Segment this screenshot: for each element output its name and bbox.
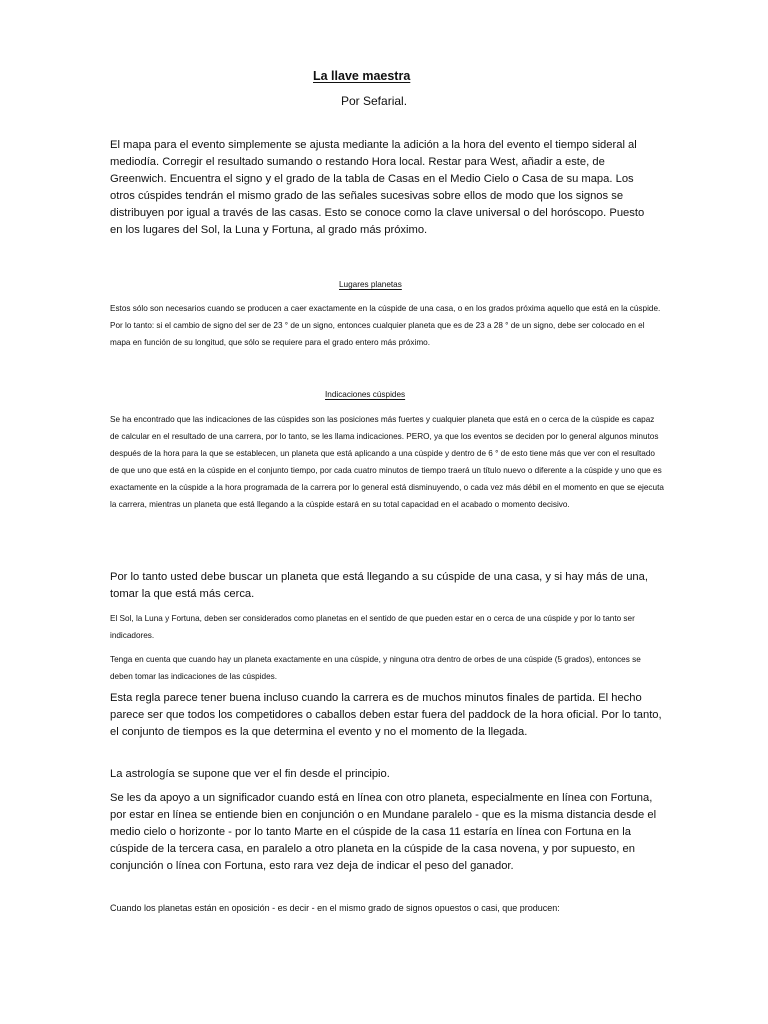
paragraph-buscar-planeta: Por lo tanto usted debe buscar un planeta que está llegando a su cúspide de una casa, y si hay más de una, tomar la que está más cerca. [110,571,648,600]
section-indicaciones-cuspides-text: Se ha encontrado que las indicaciones de las cúspides son las posiciones más fuertes y cualquier planeta que está en o cerca de la cúspide es capaz de calcular en el resultado de una carrera, por lo tanto, se les llama indicaciones. PERO, ya que los eventos se deciden por lo general algunos minutos después de la hora para la que se establecen, un planeta que está aplicando a una cúspide y dentro de 6 ° de esto tiene más que ver con el resultado de que uno que está en la cúspide en el conjunto tiempo, por cada cuatro minutos de tiempo traerá un título nuevo o diferente a la cúspide y uno que es exactamente en la cúspide a la hora programada de la carrera por lo general está disminuyendo, o cada vez más débil en el momento en que se ejecuta la carrera, mientras un planeta que está llegando a la cúspide estará en su total capacidad en el acabado o momento decisivo. [110,415,664,509]
section-heading-lugares-planetas: Lugares planetas [339,280,402,289]
paragraph-regla-carrera: Esta regla parece tener buena incluso cuando la carrera es de muchos minutos finales de partida. El hecho parece ser que todos los competidores o caballos deben estar fuera del paddock de la hora oficial. Por lo tanto, el conjunto de tiempos es la que determina el evento y no el momento de la llegada. [110,692,662,738]
paragraph-astrologia: La astrología se supone que ver el fin desde el principio. [110,768,390,780]
paragraph-apoyo-significador: Se les da apoyo a un significador cuando está en línea con otro planeta, especialmente en línea con Fortuna, por estar en línea se entiende bien en conjunción o en Mundane paralelo - que es la misma distancia desde el medio cielo o horizonte - por lo tanto Marte en el cúspide de la casa 11 estaría en línea con Fortuna en la cúspide de la tercera casa, en paralelo a otro planeta en la cúspide de la casa novena, y por supuesto, en conjunción o línea con Fortuna, esto rara vez deja de indicar el peso del ganador. [110,792,657,872]
paragraph-oposicion: Cuando los planetas están en oposición - es decir - en el mismo grado de signos opuestos o casi, que producen: [110,903,560,913]
section-lugares-planetas-text: Estos sólo son necesarios cuando se producen a caer exactamente en la cúspide de una casa, o en los grados próxima aquello que está en la cúspide. Por lo tanto: si el cambio de signo del ser de 23 ° de un signo, entonces cualquier planeta que es de 23 a 28 ° de un signo, debe ser colocado en el mapa en función de su longitud, que sólo se requiere para el grado entero más próximo. [110,304,661,347]
intro-paragraph: El mapa para el evento simplemente se ajusta mediante la adición a la hora del evento el tiempo sideral al mediodía. Corregir el resultado sumando o restando Hora local. Restar para West, añadir a este, de Greenwich. Encuentra el signo y el grado de la tabla de Casas en el Medio Cielo o Casa de su mapa. Los otros cúspides tendrán el mismo grado de las señales sucesivas sobre ellos de modo que los signos se distribuyen por igual a través de las casas. Esto se conoce como la clave universal o del horóscopo. Puesto en los lugares del Sol, la Luna y Fortuna, al grado más próximo. [110,139,645,236]
paragraph-tenga-en-cuenta: Tenga en cuenta que cuando hay un planeta exactamente en una cúspide, y ninguna otra dentro de orbes de una cúspide (5 grados), entonces se deben tomar las indicaciones de las cúspides. [110,655,641,681]
document-author: Por Sefarial. [341,94,408,108]
document-title: La llave maestra [313,69,411,83]
section-heading-indicaciones-cuspides: Indicaciones cúspides [325,390,406,399]
paragraph-sol-luna-fortuna: El Sol, la Luna y Fortuna, deben ser considerados como planetas en el sentido de que pueden estar en o cerca de una cúspide y por lo tanto ser indicadores. [110,614,635,640]
